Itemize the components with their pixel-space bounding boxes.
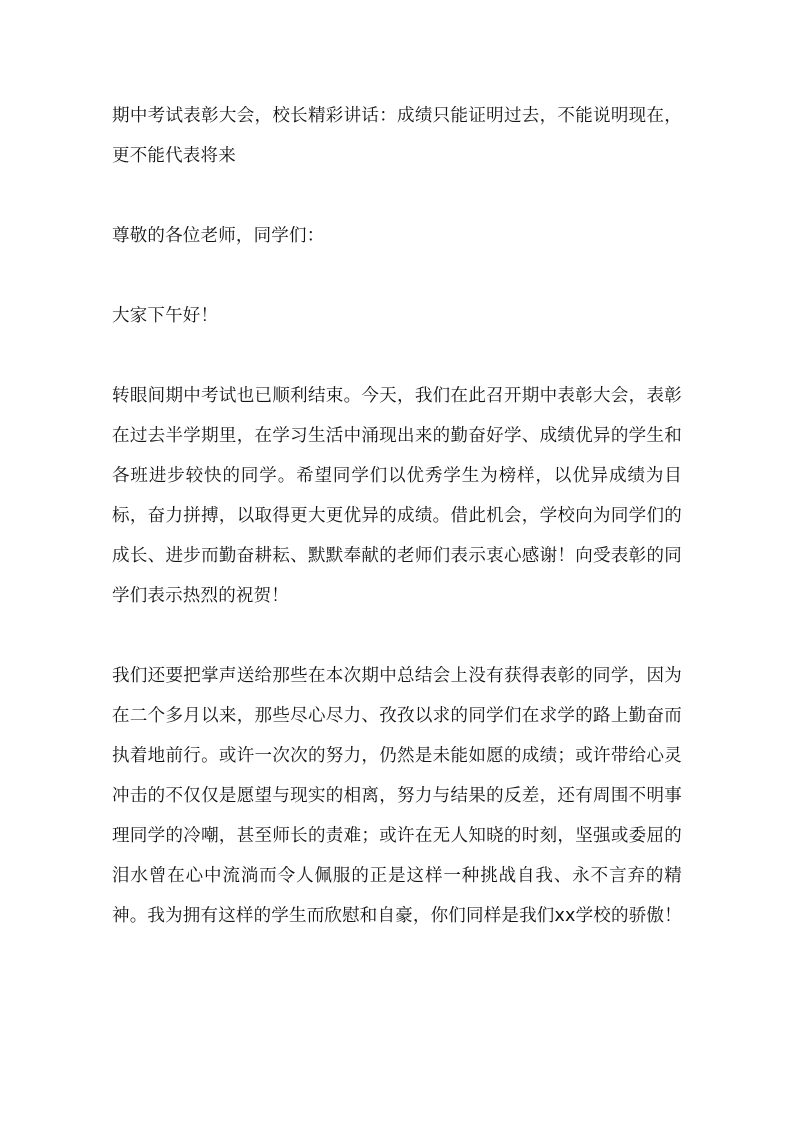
document-greeting-paragraph: 大家下午好！ bbox=[112, 306, 219, 326]
document-paragraph-one: 转眼间期中考试也已顺利结束。今天，我们在此召开期中表彰大会，表彰在过去半学期里，在学习生活中涌现出来的勤奋好学、成绩优异的学生和各班进步较快的同学。希望同学们以优秀学生为榜样，以优异成绩为目标，奋力拼搏，以取得更大更优异的成绩。借此机会，学校向为同学们的成长、进步而勤奋耕耘、默默奉献的老师们表示衷心感谢！向受表彰的同学们表示热烈的祝贺！ bbox=[112, 386, 682, 606]
document-body bbox=[112, 96, 682, 936]
document-salutation-paragraph: 尊敬的各位老师，同学们： bbox=[112, 226, 325, 246]
document-title-paragraph: 期中考试表彰大会，校长精彩讲话：成绩只能证明过去，不能说明现在，更不能代表将来 bbox=[112, 106, 682, 166]
document-paragraph-two: 我们还要把掌声送给那些在本次期中总结会上没有获得表彰的同学，因为在二个多月以来，那些尽心尽力、孜孜以求的同学们在求学的路上勤奋而执着地前行。或许一次次的努力，仍然是未能如愿的成绩；或许带给心灵冲击的不仅仅是愿望与现实的相离，努力与结果的反差，还有周围不明事理同学的冷嘲，甚至师长的责难；或许在无人知晓的时刻，坚强或委屈的泪水曾在心中流淌而令人佩服的正是这样一种挑战自我、永不言弃的精神。我为拥有这样的学生而欣慰和自豪，你们同样是我们xx学校的骄傲！ bbox=[112, 666, 682, 926]
